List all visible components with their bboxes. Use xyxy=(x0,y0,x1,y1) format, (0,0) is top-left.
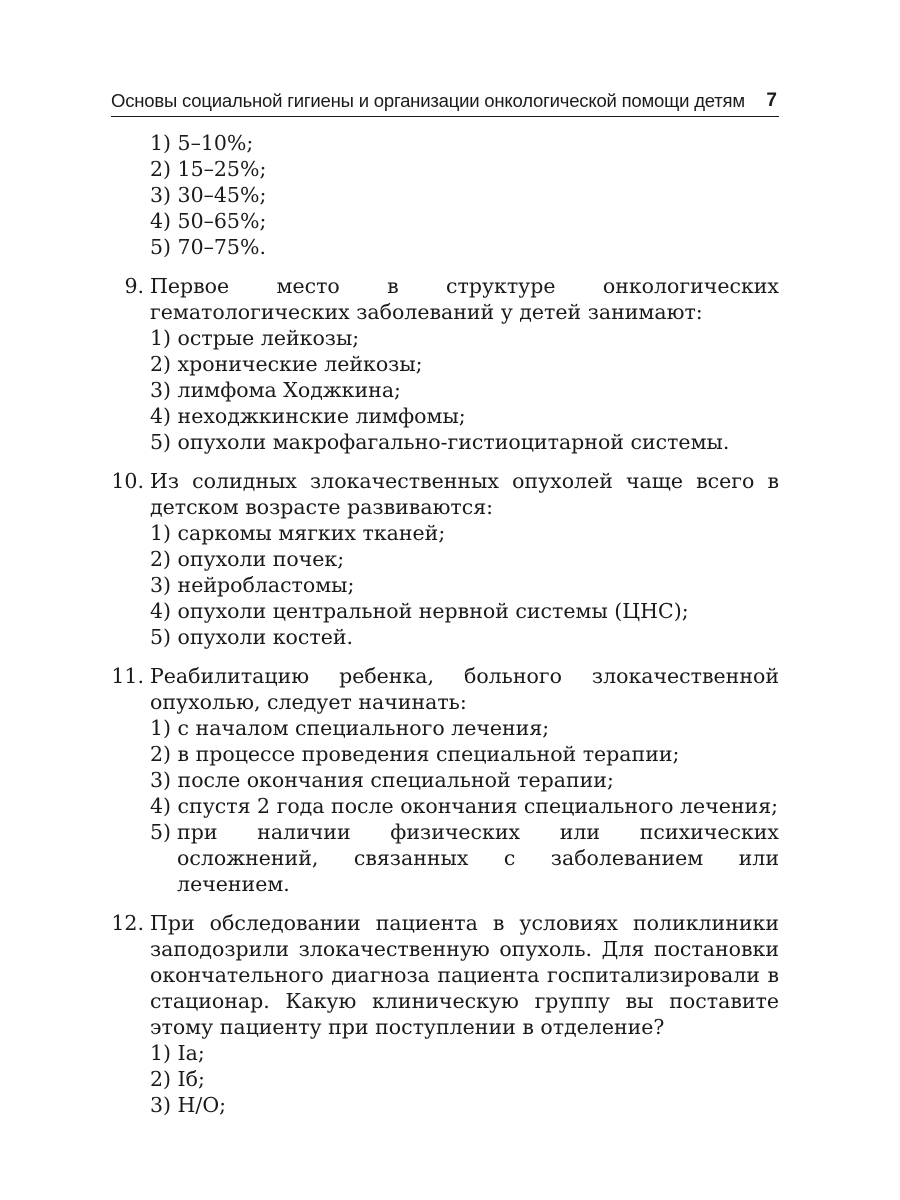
answer-option: 5) 70–75%. xyxy=(150,235,266,259)
answer-option: 5) опухоли костей. xyxy=(150,625,354,649)
answer-option: 2) хронические лейкозы; xyxy=(150,352,423,376)
answer-option: 3) нейробластомы; xyxy=(150,573,355,597)
question-number: 10. xyxy=(111,469,144,493)
question-stem: Первое место в структуре онкологических гематологических заболеваний у детей занимают: xyxy=(150,274,779,324)
answer-option: 3) после окончания специальной терапии; xyxy=(150,768,614,792)
question-number: 11. xyxy=(111,664,144,688)
answer-option: 1) саркомы мягких тканей; xyxy=(150,521,446,545)
option-marker: 5) xyxy=(150,820,172,844)
answer-option: 2) 15–25%; xyxy=(150,157,267,181)
running-header-title: Основы социальной гигиены и организации онкологической помощи детям xyxy=(111,90,745,111)
answer-option: 4) опухоли центральной нервной системы (ЦНС); xyxy=(150,599,689,623)
answer-option-hanging xyxy=(111,819,779,897)
page-content xyxy=(111,130,779,1118)
question-stem: Из солидных злокачественных опухолей чаще всего в детском возрасте развиваются: xyxy=(150,469,779,519)
question-11 xyxy=(111,663,779,897)
answer-option: 2) в процессе проведения специальной терапии; xyxy=(150,742,680,766)
question-10 xyxy=(111,468,779,650)
answer-option: 2) опухоли почек; xyxy=(150,547,345,571)
option-text: при наличии физических или психических осложнений, связанных с заболеванием или лечением. xyxy=(177,820,779,896)
answer-option: 4) спустя 2 года после окончания специального лечения; xyxy=(150,794,779,818)
answer-option: 3) Н/О; xyxy=(150,1093,227,1117)
answer-option: 1) Iа; xyxy=(150,1041,205,1065)
question-stem: Реабилитацию ребенка, больного злокачественной опухолью, следует начинать: xyxy=(150,664,779,714)
question-stem: При обследовании пациента в условиях поликлиники заподозрили злокачественную опухоль. Для постановки окончательного диагноза пациента госпитализировали в стационар. Какую клиническую группу вы поставите этому пациенту при поступлении в отделение? xyxy=(150,911,779,1039)
carryover-options xyxy=(111,130,779,260)
answer-option: 4) неходжкинские лимфомы; xyxy=(150,404,466,428)
answer-option: 1) острые лейкозы; xyxy=(150,326,360,350)
answer-option: 5) опухоли макрофагально-гистиоцитарной системы. xyxy=(150,430,730,454)
answer-option: 1) с началом специального лечения; xyxy=(150,716,550,740)
question-12 xyxy=(111,910,779,1118)
running-header xyxy=(111,86,779,117)
page-number: 7 xyxy=(766,90,777,111)
answer-option: 3) лимфома Ходжкина; xyxy=(150,378,401,402)
answer-option: 3) 30–45%; xyxy=(150,183,267,207)
question-9 xyxy=(111,273,779,455)
question-number: 12. xyxy=(111,911,144,935)
question-number: 9. xyxy=(124,274,144,298)
answer-option: 4) 50–65%; xyxy=(150,209,267,233)
answer-option: 1) 5–10%; xyxy=(150,131,254,155)
answer-option: 2) Iб; xyxy=(150,1067,205,1091)
